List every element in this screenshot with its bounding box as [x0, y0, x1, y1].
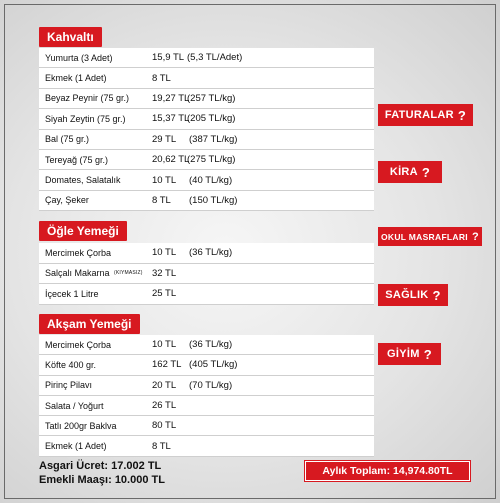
pension-text: Emekli Maaşı: 10.000 TL	[39, 474, 165, 486]
item-price: 19,27 TL	[152, 92, 190, 104]
tag-rent-label: KİRA	[389, 166, 418, 178]
item-price: 8 TL	[152, 72, 171, 84]
item-name: Tatlı 200gr Baklva	[45, 420, 117, 431]
item-name: Salata / Yoğurt	[45, 400, 104, 411]
item-price: 10 TL	[152, 174, 177, 186]
item-name: Domates, Salatalık	[45, 175, 121, 186]
item-name: Tereyağ (75 gr.)	[45, 154, 109, 165]
lunch-list	[39, 243, 374, 305]
item-unit-price: (36 TL/kg)	[189, 339, 233, 351]
tag-bills-label: FATURALAR	[384, 109, 454, 121]
item-price: 25 TL	[152, 288, 177, 300]
tag-bills	[378, 104, 473, 126]
item-unit-price: (40 TL/kg)	[189, 174, 233, 186]
section-title-lunch: Öğle Yemeği	[39, 221, 127, 241]
breakfast-list	[39, 48, 374, 211]
item-name: Ekmek (1 Adet)	[45, 441, 107, 452]
item-unit-price: (36 TL/kg)	[189, 247, 233, 259]
list-item	[39, 191, 374, 211]
list-item	[39, 68, 374, 88]
list-item	[39, 243, 374, 264]
item-note: (KIYMASIZ)	[114, 270, 143, 277]
list-item	[39, 376, 374, 396]
tag-health	[378, 284, 448, 306]
item-name: Ekmek (1 Adet)	[45, 73, 107, 84]
list-item	[39, 396, 374, 416]
question-mark-icon: ?	[471, 230, 479, 243]
item-name: Bal (75 gr.)	[45, 134, 90, 145]
monthly-total-badge: Aylık Toplam: 14,974.80TL	[305, 461, 470, 481]
item-name: Salçalı Makarna	[45, 268, 110, 279]
section-title-breakfast: Kahvaltı	[39, 27, 102, 47]
question-mark-icon: ?	[421, 164, 431, 180]
item-name: Mercimek Çorba	[45, 339, 112, 350]
list-item	[39, 170, 374, 190]
item-name: Beyaz Peynir (75 gr.)	[45, 93, 130, 104]
list-item	[39, 130, 374, 150]
item-price: 15,9 TL	[152, 52, 185, 64]
question-mark-icon: ?	[432, 287, 441, 303]
list-item	[39, 335, 374, 355]
list-item	[39, 355, 374, 375]
item-unit-price: (5,3 TL/Adet)	[187, 52, 243, 64]
tag-rent	[378, 161, 442, 183]
tag-school-label: OKUL MASRAFLARI	[380, 231, 468, 242]
item-unit-price: (150 TL/kg)	[189, 194, 238, 206]
item-unit-price: (205 TL/kg)	[187, 113, 236, 125]
list-item	[39, 264, 374, 285]
item-unit-price: (275 TL/kg)	[187, 154, 236, 166]
tag-clothing	[378, 343, 441, 365]
item-unit-price: (70 TL/kg)	[189, 379, 233, 391]
item-price: 26 TL	[152, 400, 177, 412]
list-item	[39, 89, 374, 109]
item-price: 20 TL	[152, 379, 177, 391]
item-unit-price: (257 TL/kg)	[187, 92, 236, 104]
item-name: İçecek 1 Litre	[45, 288, 99, 299]
item-price: 80 TL	[152, 420, 177, 432]
item-price: 15,37 TL	[152, 113, 190, 125]
item-unit-price: (405 TL/kg)	[189, 359, 238, 371]
item-name: Yumurta (3 Adet)	[45, 52, 113, 63]
list-item	[39, 48, 374, 68]
item-unit-price: (387 TL/kg)	[189, 133, 238, 145]
item-price: 8 TL	[152, 194, 171, 206]
item-name: Pirinç Pilavı	[45, 380, 93, 391]
list-item	[39, 109, 374, 129]
min-wage-text: Asgari Ücret: 17.002 TL	[39, 460, 162, 472]
list-item	[39, 416, 374, 436]
item-name: Siyah Zeytin (75 gr.)	[45, 113, 126, 124]
question-mark-icon: ?	[423, 346, 432, 362]
tag-clothing-label: GİYİM	[387, 348, 420, 360]
item-price: 162 TL	[152, 359, 182, 371]
list-item	[39, 436, 374, 456]
list-item	[39, 150, 374, 170]
tag-health-label: SAĞLIK	[385, 289, 429, 301]
item-name: Köfte 400 gr.	[45, 359, 97, 370]
item-price: 32 TL	[152, 267, 177, 279]
tag-school-expenses	[378, 227, 482, 246]
dinner-list	[39, 335, 374, 457]
question-mark-icon: ?	[457, 107, 467, 123]
item-price: 20,62 TL	[152, 154, 190, 166]
item-price: 10 TL	[152, 339, 177, 351]
item-price: 8 TL	[152, 440, 171, 452]
list-item	[39, 284, 374, 305]
item-name: Çay, Şeker	[45, 195, 89, 206]
item-name: Mercimek Çorba	[45, 247, 112, 258]
item-price: 29 TL	[152, 133, 177, 145]
item-price: 10 TL	[152, 247, 177, 259]
section-title-dinner: Akşam Yemeği	[39, 314, 140, 334]
